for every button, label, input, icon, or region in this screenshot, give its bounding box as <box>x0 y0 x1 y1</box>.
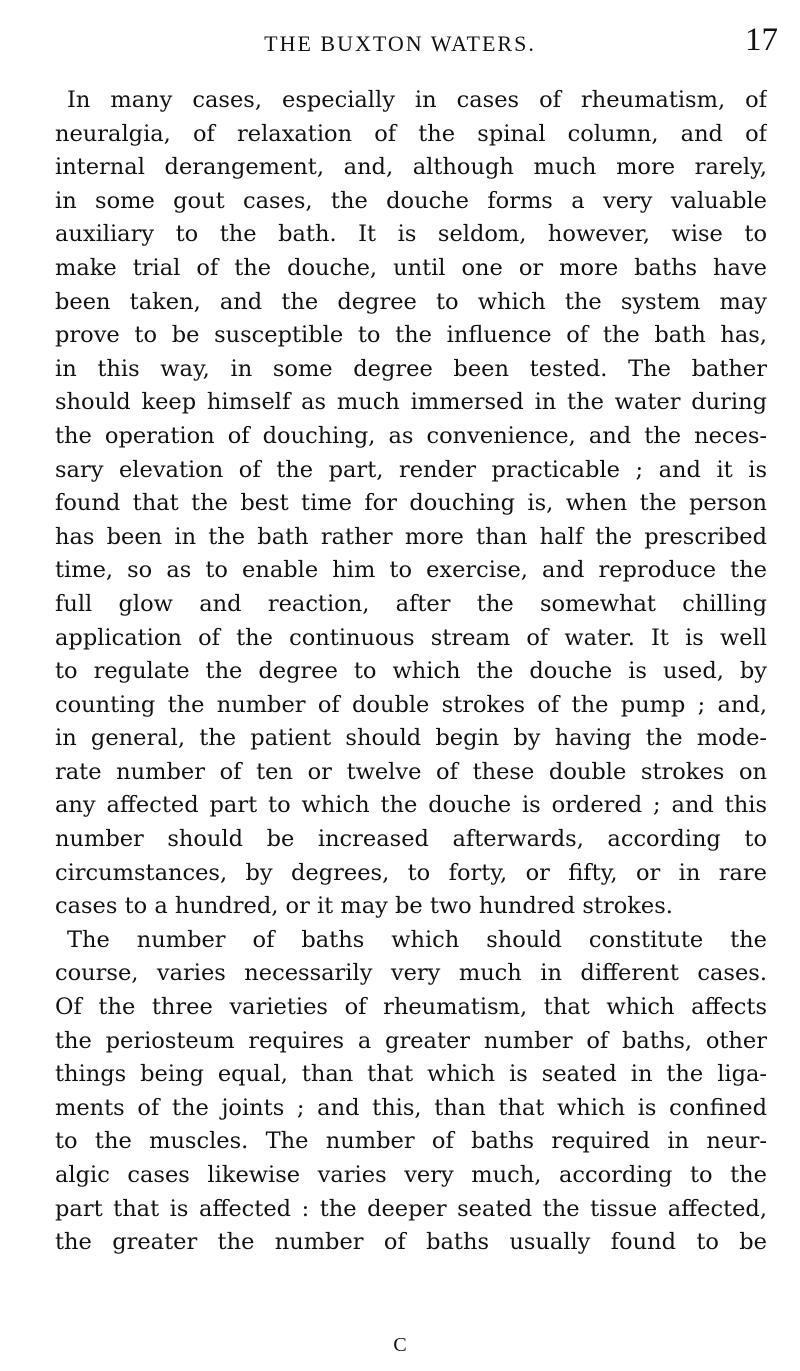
text-line: any affected part to which the douche is ordered ; and this <box>55 792 767 819</box>
text-line: rate number of ten or twelve of these double strokes on <box>55 758 767 785</box>
text-line: cases to a hundred, or it may be two hundred strokes. <box>55 893 673 920</box>
text-line: time, so as to enable him to exercise, and reproduce the <box>55 557 767 584</box>
text-line: number should be increased afterwards, according to <box>55 826 767 853</box>
text-line: Of the three varieties of rheumatism, that which affects <box>55 994 767 1021</box>
text-line: the operation of douching, as convenience, and the neces- <box>55 422 767 449</box>
text-line: sary elevation of the part, render practicable ; and it is <box>55 456 767 483</box>
running-title: THE BUXTON WATERS. <box>264 31 536 56</box>
text-line: should keep himself as much immersed in the water during <box>55 389 767 416</box>
text-line: in some gout cases, the douche forms a very valuable <box>55 187 767 214</box>
text-line: found that the best time for douching is, when the person <box>55 490 767 517</box>
text-line: has been in the bath rather more than half the prescribed <box>55 523 767 550</box>
text-line: the periosteum requires a greater number of baths, other <box>55 1027 767 1054</box>
text-line: prove to be susceptible to the influence of the bath has, <box>55 322 767 349</box>
text-line: algic cases likewise varies very much, according to the <box>55 1162 767 1188</box>
text-line: application of the continuous stream of water. It is well <box>55 624 767 651</box>
text-line: in this way, in some degree been tested. The bather <box>55 355 767 382</box>
text-line: the greater the number of baths usually found to be <box>55 1229 767 1256</box>
text-line: auxiliary to the bath. It is seldom, however, wise to <box>55 221 767 248</box>
text-line: In many cases, especially in cases of rheumatism, of <box>67 87 767 113</box>
text-line: full glow and reaction, after the somewhat chilling <box>55 590 767 617</box>
text-line: neuralgia, of relaxation of the spinal column, and of <box>55 120 767 147</box>
text-line: in general, the patient should begin by having the mode- <box>55 725 767 752</box>
signature-mark: C <box>393 1334 407 1356</box>
text-line: counting the number of double strokes of the pump ; and, <box>55 691 767 718</box>
running-head <box>20 22 780 62</box>
text-line: part that is affected : the deeper seated the tissue affected, <box>55 1195 767 1222</box>
text-line: to the muscles. The number of baths required in neur- <box>55 1128 767 1155</box>
text-line: been taken, and the degree to which the system may <box>55 288 767 315</box>
text-line: The number of baths which should constitute the <box>67 926 767 953</box>
page-number: 17 <box>745 22 778 58</box>
text-line: to regulate the degree to which the douche is used, by <box>55 658 767 685</box>
text-line: circumstances, by degrees, to forty, or fifty, or in rare <box>55 859 767 886</box>
text-line: make trial of the douche, until one or more baths have <box>55 254 767 281</box>
text-line: internal derangement, and, although much more rarely, <box>55 154 767 181</box>
body-text <box>55 84 767 1260</box>
text-line: ments of the joints ; and this, than that which is confined <box>55 1094 767 1121</box>
text-line: course, varies necessarily very much in different cases. <box>55 960 767 987</box>
text-line: things being equal, than that which is seated in the liga- <box>55 1061 767 1088</box>
